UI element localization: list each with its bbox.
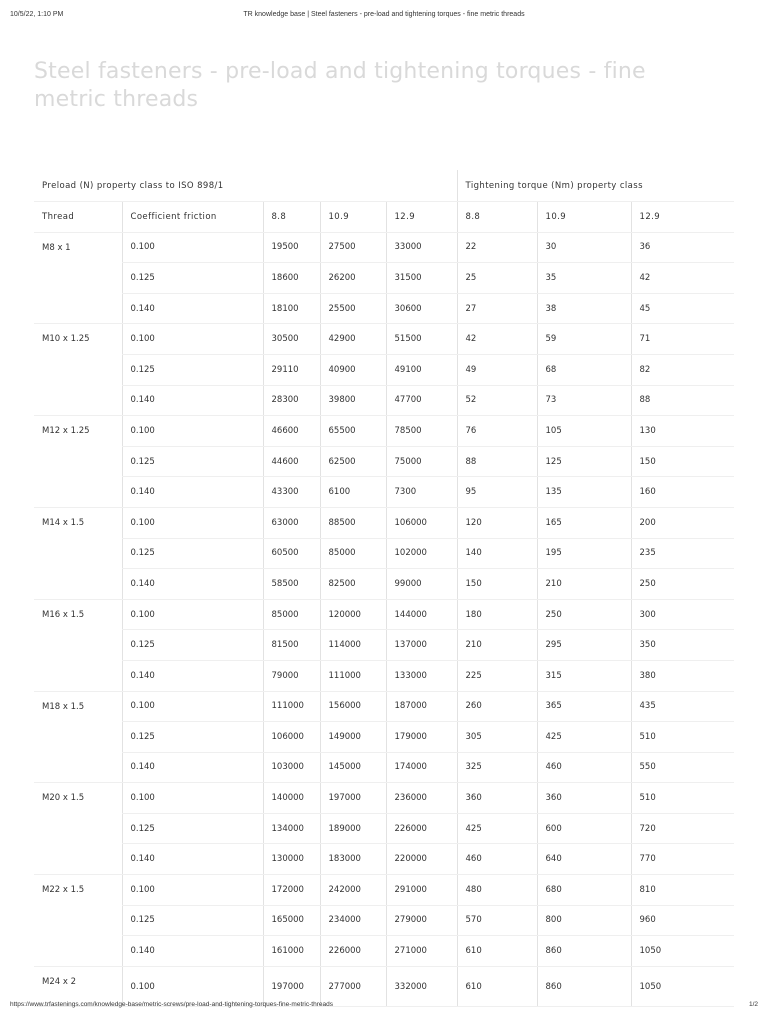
torque-8-8-cell: 150 [457, 569, 537, 600]
table-row [34, 324, 734, 355]
table-row [34, 722, 734, 753]
preload-10-9-cell: 277000 [320, 966, 386, 1007]
torque-10-9-cell: 105 [537, 416, 631, 447]
torque-10-9-cell: 35 [537, 263, 631, 294]
table-row [34, 507, 734, 538]
preload-12-9-cell: 30600 [386, 293, 457, 324]
torque-8-8-cell: 325 [457, 752, 537, 783]
torque-12-9-cell: 160 [631, 477, 734, 508]
coefficient-friction-cell: 0.140 [122, 569, 263, 600]
torque-12-9-cell: 350 [631, 630, 734, 661]
preload-12-9-cell: 51500 [386, 324, 457, 355]
preload-10-9-cell: 25500 [320, 293, 386, 324]
torque-12-9-cell: 42 [631, 263, 734, 294]
table-row [34, 599, 734, 630]
preload-8-8-cell: 46600 [263, 416, 320, 447]
torque-12-9-cell: 435 [631, 691, 734, 722]
torque-10-9-cell: 600 [537, 813, 631, 844]
preload-12-9-cell: 137000 [386, 630, 457, 661]
table-row [34, 813, 734, 844]
thread-cell: M18 x 1.5 [34, 691, 122, 783]
table-row [34, 875, 734, 906]
preload-8-8-cell: 58500 [263, 569, 320, 600]
torque-12-9-cell: 960 [631, 905, 734, 936]
preload-10-9-cell: 183000 [320, 844, 386, 875]
preload-12-9-cell: 291000 [386, 875, 457, 906]
table-row [34, 232, 734, 263]
torque-10-9-cell: 165 [537, 507, 631, 538]
column-header-torque-8-8: 8.8 [457, 202, 537, 233]
preload-10-9-cell: 189000 [320, 813, 386, 844]
preload-8-8-cell: 161000 [263, 936, 320, 967]
preload-8-8-cell: 106000 [263, 722, 320, 753]
torque-8-8-cell: 42 [457, 324, 537, 355]
torque-8-8-cell: 22 [457, 232, 537, 263]
torque-10-9-cell: 125 [537, 446, 631, 477]
torque-12-9-cell: 510 [631, 783, 734, 814]
coefficient-friction-cell: 0.125 [122, 446, 263, 477]
preload-12-9-cell: 226000 [386, 813, 457, 844]
preload-12-9-cell: 31500 [386, 263, 457, 294]
thread-cell: M20 x 1.5 [34, 783, 122, 875]
table-row [34, 844, 734, 875]
preload-12-9-cell: 75000 [386, 446, 457, 477]
preload-8-8-cell: 130000 [263, 844, 320, 875]
torque-10-9-cell: 860 [537, 966, 631, 1007]
column-header-thread: Thread [34, 202, 122, 233]
preload-12-9-cell: 133000 [386, 660, 457, 691]
torque-12-9-cell: 45 [631, 293, 734, 324]
torque-10-9-cell: 800 [537, 905, 631, 936]
preload-8-8-cell: 29110 [263, 354, 320, 385]
torque-8-8-cell: 260 [457, 691, 537, 722]
torque-12-9-cell: 1050 [631, 966, 734, 1007]
preload-8-8-cell: 134000 [263, 813, 320, 844]
torque-8-8-cell: 360 [457, 783, 537, 814]
coefficient-friction-cell: 0.140 [122, 844, 263, 875]
preload-12-9-cell: 33000 [386, 232, 457, 263]
thread-cell: M24 x 2 [34, 966, 122, 1007]
torque-10-9-cell: 680 [537, 875, 631, 906]
torque-12-9-cell: 300 [631, 599, 734, 630]
column-header-preload-8-8: 8.8 [263, 202, 320, 233]
torque-8-8-cell: 480 [457, 875, 537, 906]
preload-8-8-cell: 140000 [263, 783, 320, 814]
coefficient-friction-cell: 0.140 [122, 293, 263, 324]
table-row [34, 477, 734, 508]
preload-12-9-cell: 102000 [386, 538, 457, 569]
torque-8-8-cell: 95 [457, 477, 537, 508]
coefficient-friction-cell: 0.140 [122, 936, 263, 967]
preload-8-8-cell: 18600 [263, 263, 320, 294]
table-row [34, 630, 734, 661]
preload-10-9-cell: 65500 [320, 416, 386, 447]
print-date: 10/5/22, 1:10 PM [10, 11, 64, 18]
torque-10-9-cell: 315 [537, 660, 631, 691]
torque-12-9-cell: 82 [631, 354, 734, 385]
print-document-title: TR knowledge base | Steel fasteners - pre-load and tightening torques - fine metric threads [243, 11, 525, 18]
torque-10-9-cell: 860 [537, 936, 631, 967]
preload-8-8-cell: 63000 [263, 507, 320, 538]
torque-8-8-cell: 610 [457, 936, 537, 967]
torque-12-9-cell: 810 [631, 875, 734, 906]
column-header-torque-10-9: 10.9 [537, 202, 631, 233]
preload-8-8-cell: 79000 [263, 660, 320, 691]
thread-cell: M22 x 1.5 [34, 875, 122, 967]
preload-8-8-cell: 18100 [263, 293, 320, 324]
table-row [34, 691, 734, 722]
torque-10-9-cell: 30 [537, 232, 631, 263]
thread-cell: M12 x 1.25 [34, 416, 122, 508]
preload-10-9-cell: 40900 [320, 354, 386, 385]
torque-10-9-cell: 59 [537, 324, 631, 355]
preload-header: Preload (N) property class to ISO 898/1 [34, 170, 457, 202]
column-header-torque-12-9: 12.9 [631, 202, 734, 233]
torque-12-9-cell: 720 [631, 813, 734, 844]
preload-12-9-cell: 174000 [386, 752, 457, 783]
preload-8-8-cell: 19500 [263, 232, 320, 263]
preload-8-8-cell: 60500 [263, 538, 320, 569]
torque-12-9-cell: 550 [631, 752, 734, 783]
table-row [34, 569, 734, 600]
preload-10-9-cell: 120000 [320, 599, 386, 630]
preload-10-9-cell: 88500 [320, 507, 386, 538]
torque-8-8-cell: 27 [457, 293, 537, 324]
torque-12-9-cell: 150 [631, 446, 734, 477]
preload-10-9-cell: 39800 [320, 385, 386, 416]
preload-10-9-cell: 82500 [320, 569, 386, 600]
torque-8-8-cell: 610 [457, 966, 537, 1007]
preload-8-8-cell: 111000 [263, 691, 320, 722]
coefficient-friction-cell: 0.100 [122, 875, 263, 906]
torque-12-9-cell: 380 [631, 660, 734, 691]
torque-header: Tightening torque (Nm) property class [457, 170, 734, 202]
torque-12-9-cell: 36 [631, 232, 734, 263]
torque-10-9-cell: 195 [537, 538, 631, 569]
preload-8-8-cell: 165000 [263, 905, 320, 936]
preload-12-9-cell: 7300 [386, 477, 457, 508]
coefficient-friction-cell: 0.100 [122, 507, 263, 538]
preload-8-8-cell: 28300 [263, 385, 320, 416]
page-number: 1/2 [748, 1001, 758, 1008]
coefficient-friction-cell: 0.100 [122, 966, 263, 1007]
coefficient-friction-cell: 0.100 [122, 232, 263, 263]
torque-12-9-cell: 770 [631, 844, 734, 875]
torque-12-9-cell: 510 [631, 722, 734, 753]
torque-8-8-cell: 570 [457, 905, 537, 936]
preload-8-8-cell: 81500 [263, 630, 320, 661]
torque-12-9-cell: 130 [631, 416, 734, 447]
preload-10-9-cell: 156000 [320, 691, 386, 722]
table-row [34, 752, 734, 783]
torque-10-9-cell: 68 [537, 354, 631, 385]
torque-12-9-cell: 71 [631, 324, 734, 355]
print-header [0, 11, 768, 23]
page-url: https://www.trfastenings.com/knowledge-base/metric-screws/pre-load-and-tightening-torques-fine-metric-threads [10, 1001, 333, 1008]
preload-8-8-cell: 44600 [263, 446, 320, 477]
table-row [34, 263, 734, 294]
preload-12-9-cell: 220000 [386, 844, 457, 875]
torque-12-9-cell: 235 [631, 538, 734, 569]
page-title: Steel fasteners - pre-load and tightening torques - fine metric threads [34, 59, 646, 112]
coefficient-friction-cell: 0.125 [122, 538, 263, 569]
torque-10-9-cell: 73 [537, 385, 631, 416]
torque-10-9-cell: 640 [537, 844, 631, 875]
coefficient-friction-cell: 0.125 [122, 722, 263, 753]
preload-12-9-cell: 332000 [386, 966, 457, 1007]
torque-12-9-cell: 250 [631, 569, 734, 600]
coefficient-friction-cell: 0.140 [122, 660, 263, 691]
coefficient-friction-cell: 0.100 [122, 416, 263, 447]
table-row [34, 293, 734, 324]
torque-8-8-cell: 425 [457, 813, 537, 844]
preload-12-9-cell: 271000 [386, 936, 457, 967]
thread-cell: M10 x 1.25 [34, 324, 122, 416]
preload-10-9-cell: 6100 [320, 477, 386, 508]
preload-10-9-cell: 145000 [320, 752, 386, 783]
preload-10-9-cell: 42900 [320, 324, 386, 355]
preload-8-8-cell: 103000 [263, 752, 320, 783]
preload-12-9-cell: 78500 [386, 416, 457, 447]
table-column-header-row [34, 202, 734, 233]
torque-8-8-cell: 25 [457, 263, 537, 294]
preload-12-9-cell: 47700 [386, 385, 457, 416]
column-header-coefficient-friction: Coefficient friction [122, 202, 263, 233]
torque-10-9-cell: 365 [537, 691, 631, 722]
torque-8-8-cell: 52 [457, 385, 537, 416]
preload-10-9-cell: 149000 [320, 722, 386, 753]
table-row [34, 660, 734, 691]
table-row [34, 783, 734, 814]
coefficient-friction-cell: 0.125 [122, 905, 263, 936]
torque-10-9-cell: 360 [537, 783, 631, 814]
preload-12-9-cell: 179000 [386, 722, 457, 753]
table-row [34, 446, 734, 477]
preload-torque-table [34, 170, 734, 1007]
table-row [34, 416, 734, 447]
preload-10-9-cell: 197000 [320, 783, 386, 814]
torque-10-9-cell: 38 [537, 293, 631, 324]
table-row [34, 905, 734, 936]
coefficient-friction-cell: 0.100 [122, 691, 263, 722]
torque-8-8-cell: 140 [457, 538, 537, 569]
torque-12-9-cell: 1050 [631, 936, 734, 967]
torque-10-9-cell: 425 [537, 722, 631, 753]
coefficient-friction-cell: 0.100 [122, 599, 263, 630]
preload-8-8-cell: 30500 [263, 324, 320, 355]
preload-12-9-cell: 236000 [386, 783, 457, 814]
preload-10-9-cell: 26200 [320, 263, 386, 294]
preload-8-8-cell: 172000 [263, 875, 320, 906]
preload-12-9-cell: 144000 [386, 599, 457, 630]
preload-10-9-cell: 226000 [320, 936, 386, 967]
preload-10-9-cell: 234000 [320, 905, 386, 936]
torque-10-9-cell: 135 [537, 477, 631, 508]
torque-8-8-cell: 225 [457, 660, 537, 691]
coefficient-friction-cell: 0.125 [122, 813, 263, 844]
torque-10-9-cell: 460 [537, 752, 631, 783]
table-group-header-row [34, 170, 734, 202]
preload-10-9-cell: 27500 [320, 232, 386, 263]
preload-12-9-cell: 49100 [386, 354, 457, 385]
preload-12-9-cell: 187000 [386, 691, 457, 722]
coefficient-friction-cell: 0.140 [122, 752, 263, 783]
column-header-preload-10-9: 10.9 [320, 202, 386, 233]
preload-8-8-cell: 85000 [263, 599, 320, 630]
table-row [34, 354, 734, 385]
torque-8-8-cell: 88 [457, 446, 537, 477]
coefficient-friction-cell: 0.100 [122, 324, 263, 355]
torque-8-8-cell: 49 [457, 354, 537, 385]
preload-10-9-cell: 114000 [320, 630, 386, 661]
column-header-preload-12-9: 12.9 [386, 202, 457, 233]
torque-8-8-cell: 120 [457, 507, 537, 538]
table-row [34, 385, 734, 416]
torque-8-8-cell: 180 [457, 599, 537, 630]
print-footer [0, 1001, 768, 1013]
coefficient-friction-cell: 0.125 [122, 263, 263, 294]
coefficient-friction-cell: 0.100 [122, 783, 263, 814]
torque-10-9-cell: 295 [537, 630, 631, 661]
preload-10-9-cell: 85000 [320, 538, 386, 569]
torque-10-9-cell: 210 [537, 569, 631, 600]
table-row [34, 538, 734, 569]
torque-8-8-cell: 76 [457, 416, 537, 447]
thread-cell: M14 x 1.5 [34, 507, 122, 599]
torque-10-9-cell: 250 [537, 599, 631, 630]
torque-8-8-cell: 305 [457, 722, 537, 753]
coefficient-friction-cell: 0.140 [122, 477, 263, 508]
preload-8-8-cell: 43300 [263, 477, 320, 508]
thread-cell: M8 x 1 [34, 232, 122, 324]
preload-8-8-cell: 197000 [263, 966, 320, 1007]
coefficient-friction-cell: 0.125 [122, 354, 263, 385]
torque-8-8-cell: 210 [457, 630, 537, 661]
preload-12-9-cell: 106000 [386, 507, 457, 538]
thread-cell: M16 x 1.5 [34, 599, 122, 691]
torque-8-8-cell: 460 [457, 844, 537, 875]
preload-10-9-cell: 62500 [320, 446, 386, 477]
torque-12-9-cell: 200 [631, 507, 734, 538]
preload-12-9-cell: 99000 [386, 569, 457, 600]
coefficient-friction-cell: 0.140 [122, 385, 263, 416]
torque-12-9-cell: 88 [631, 385, 734, 416]
preload-10-9-cell: 242000 [320, 875, 386, 906]
table-row [34, 936, 734, 967]
preload-12-9-cell: 279000 [386, 905, 457, 936]
coefficient-friction-cell: 0.125 [122, 630, 263, 661]
preload-10-9-cell: 111000 [320, 660, 386, 691]
